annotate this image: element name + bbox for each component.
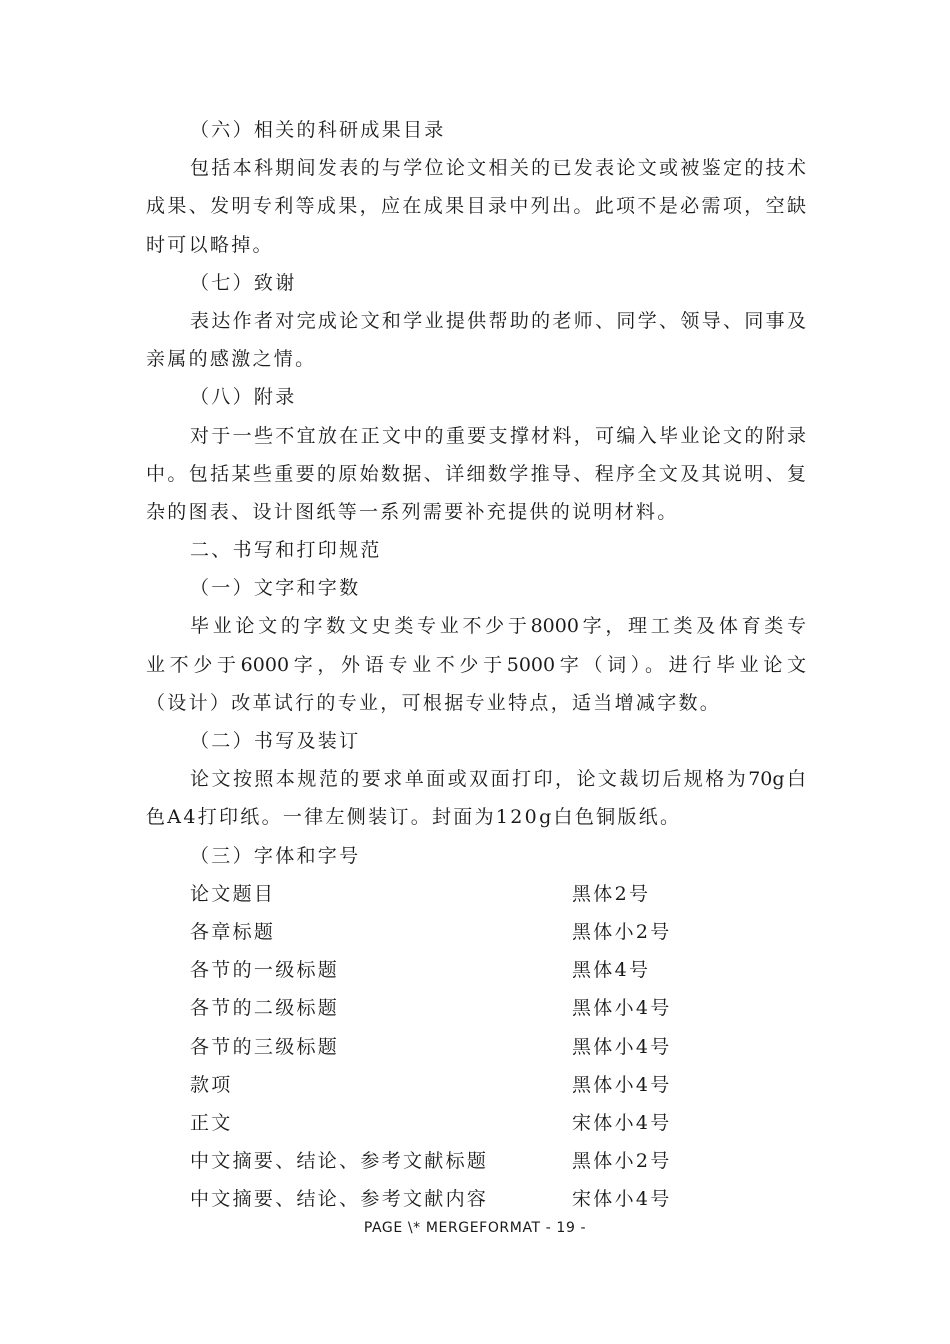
font-spec-row [190, 875, 806, 913]
font-spec-value: 黑体小4号 [572, 997, 672, 1020]
paragraph-line: 成果、发明专利等成果，应在成果目录中列出。此项不是必需项，空缺 [146, 195, 806, 218]
paragraph-line: 对于一些不宜放在正文中的重要支撑材料，可编入毕业论文的附录 [190, 424, 806, 447]
paragraph-line: 业不少于6000字，外语专业不少于5000字（词）。进行毕业论文 [146, 653, 806, 676]
part-heading-writing-printing: 二、书写和打印规范 [190, 539, 382, 562]
section-heading-fonts-sizes: （三）字体和字号 [190, 844, 361, 867]
section-heading-research-results: （六）相关的科研成果目录 [190, 119, 446, 141]
font-spec-row [190, 951, 806, 989]
paragraph-line: 论文按照本规范的要求单面或双面打印，论文裁切后规格为70g白 [190, 768, 806, 791]
font-spec-item: 各节的一级标题 [190, 959, 340, 982]
font-spec-item: 各节的三级标题 [190, 1035, 340, 1058]
paragraph-line: 中。包括某些重要的原始数据、详细数学推导、程序全文及其说明、复 [146, 462, 806, 485]
font-spec-value: 黑体小4号 [572, 1035, 672, 1058]
document-body [146, 111, 806, 1218]
font-spec-row [190, 1104, 806, 1142]
paragraph-line: 亲属的感激之情。 [146, 348, 317, 371]
paragraph-line: 杂的图表、设计图纸等一系列需要补充提供的说明材料。 [146, 500, 679, 523]
font-spec-table [146, 875, 806, 1219]
font-spec-value: 黑体小2号 [572, 920, 672, 943]
font-spec-item: 各节的二级标题 [190, 997, 340, 1020]
font-spec-item: 正文 [190, 1111, 233, 1134]
font-spec-row [190, 1142, 806, 1180]
page-footer: PAGE \* MERGEFORMAT - 19 - [363, 1220, 587, 1236]
font-spec-value: 宋体小4号 [572, 1111, 672, 1134]
section-heading-text-word-count: （一）文字和字数 [190, 577, 361, 600]
font-spec-value: 宋体小4号 [572, 1188, 672, 1211]
font-spec-value: 黑体2号 [572, 882, 651, 905]
paragraph-line: （设计）改革试行的专业，可根据专业特点，适当增减字数。 [146, 691, 722, 714]
font-spec-row [190, 1028, 806, 1066]
paragraph-line: 包括本科期间发表的与学位论文相关的已发表论文或被鉴定的技术 [190, 157, 806, 180]
paragraph-line: 色A4打印纸。一律左侧装订。封面为120g白色铜版纸。 [146, 806, 682, 829]
section-heading-writing-binding: （二）书写及装订 [190, 730, 361, 752]
paragraph-line: 表达作者对完成论文和学业提供帮助的老师、同学、领导、同事及 [190, 309, 806, 332]
section-heading-acknowledgement: （七）致谢 [190, 271, 297, 294]
paragraph-line: 时可以略掉。 [146, 233, 274, 256]
section-heading-appendix: （八）附录 [190, 386, 297, 409]
font-spec-row [190, 1066, 806, 1104]
paragraph-line: 毕业论文的字数文史类专业不少于8000字，理工类及体育类专 [190, 615, 806, 638]
font-spec-item: 各章标题 [190, 920, 276, 943]
font-spec-value: 黑体小4号 [572, 1073, 672, 1096]
font-spec-item: 中文摘要、结论、参考文献内容 [190, 1188, 489, 1211]
font-spec-row [190, 989, 806, 1027]
font-spec-item: 款项 [190, 1073, 233, 1096]
font-spec-row [190, 913, 806, 951]
font-spec-value: 黑体4号 [572, 959, 651, 982]
font-spec-item: 中文摘要、结论、参考文献标题 [190, 1150, 489, 1173]
font-spec-row [190, 1180, 806, 1218]
font-spec-item: 论文题目 [190, 882, 276, 905]
font-spec-value: 黑体小2号 [572, 1150, 672, 1173]
